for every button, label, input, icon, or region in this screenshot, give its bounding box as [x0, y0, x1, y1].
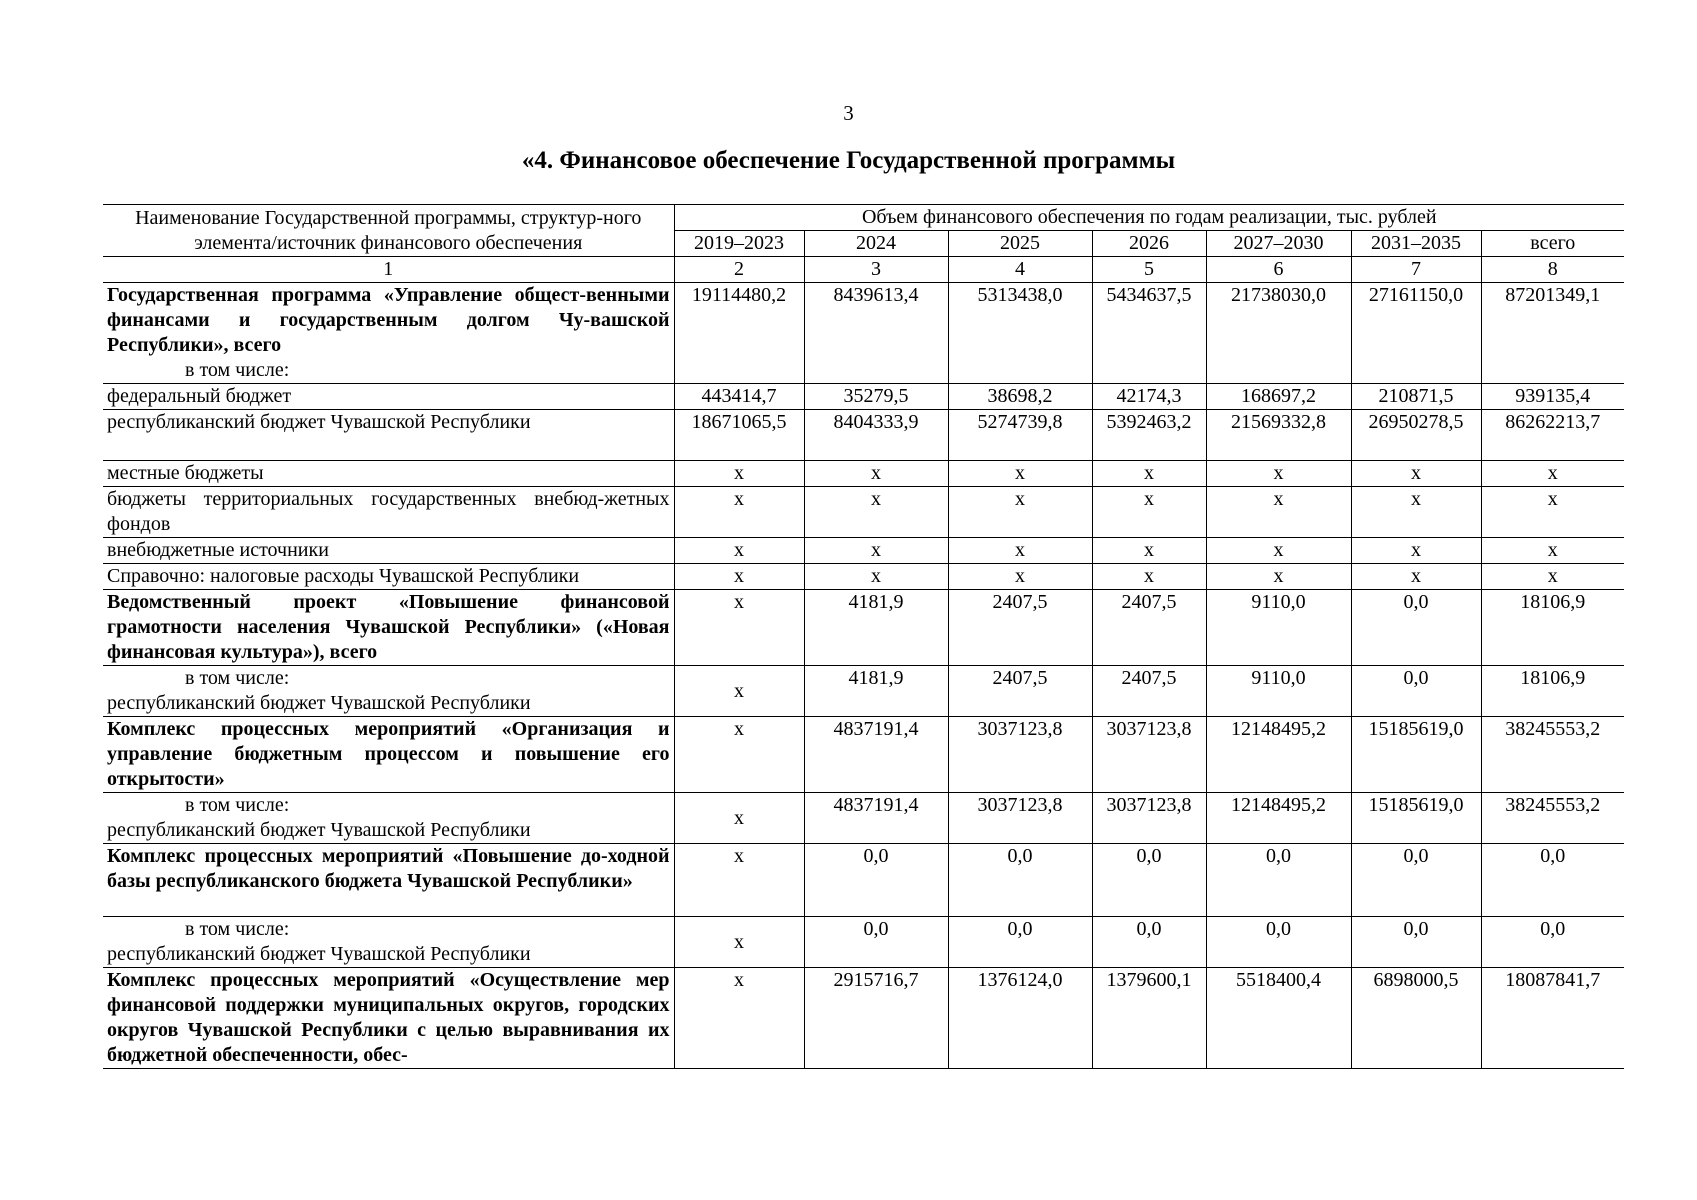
- row-name-cell: [103, 917, 674, 968]
- table-row: [103, 461, 1624, 487]
- row-name: республиканский бюджет Чувашской Республики: [103, 410, 674, 461]
- col-number: 6: [1206, 257, 1351, 283]
- row-name: республиканский бюджет Чувашской Республики: [107, 943, 531, 965]
- value-cell: 5313438,0: [948, 283, 1092, 384]
- value-cell: х: [674, 564, 804, 590]
- value-cell: 1376124,0: [948, 968, 1092, 1069]
- header-year: 2024: [804, 231, 948, 257]
- col-number: 8: [1481, 257, 1624, 283]
- value-cell: х: [804, 564, 948, 590]
- header-year: 2031–2035: [1351, 231, 1481, 257]
- value-cell: х: [1092, 538, 1206, 564]
- value-cell: х: [674, 793, 804, 844]
- table-row-subsource: [103, 917, 1624, 968]
- header-year: 2025: [948, 231, 1092, 257]
- value-cell: х: [1092, 564, 1206, 590]
- value-cell: 5392463,2: [1092, 410, 1206, 461]
- value-cell: х: [1092, 487, 1206, 538]
- value-cell: х: [1481, 487, 1624, 538]
- value-cell: х: [1092, 461, 1206, 487]
- table-row: [103, 487, 1624, 538]
- value-cell: 0,0: [1206, 917, 1351, 968]
- value-cell: 9110,0: [1206, 666, 1351, 717]
- value-cell: 3037123,8: [1092, 717, 1206, 793]
- value-cell: 0,0: [1092, 917, 1206, 968]
- value-cell: 38698,2: [948, 384, 1092, 410]
- value-cell: 12148495,2: [1206, 717, 1351, 793]
- row-name: бюджеты территориальных государственных внебюд-жетных фондов: [103, 487, 674, 538]
- value-cell: 5274739,8: [948, 410, 1092, 461]
- value-cell: 19114480,2: [674, 283, 804, 384]
- col-number: 5: [1092, 257, 1206, 283]
- col-number: 2: [674, 257, 804, 283]
- value-cell: 4837191,4: [804, 793, 948, 844]
- value-cell: х: [674, 968, 804, 1069]
- value-cell: 4181,9: [804, 666, 948, 717]
- table-row-subsource: [103, 793, 1624, 844]
- value-cell: х: [674, 487, 804, 538]
- col-number: 7: [1351, 257, 1481, 283]
- header-year: 2026: [1092, 231, 1206, 257]
- row-subname: в том числе:: [185, 667, 290, 689]
- row-name: внебюджетные источники: [103, 538, 674, 564]
- row-name: Комплекс процессных мероприятий «Повышение до-ходной базы республиканского бюджета Чувашской Республики»: [103, 844, 674, 917]
- value-cell: х: [804, 461, 948, 487]
- row-name: республиканский бюджет Чувашской Республики: [107, 819, 531, 841]
- value-cell: 0,0: [948, 917, 1092, 968]
- value-cell: 0,0: [1351, 590, 1481, 666]
- value-cell: 5434637,5: [1092, 283, 1206, 384]
- value-cell: х: [1206, 564, 1351, 590]
- value-cell: х: [1206, 487, 1351, 538]
- value-cell: 0,0: [804, 917, 948, 968]
- header-year: 2027–2030: [1206, 231, 1351, 257]
- financing-table: [103, 204, 1624, 1069]
- col-number: 4: [948, 257, 1092, 283]
- value-cell: х: [948, 461, 1092, 487]
- value-cell: 0,0: [1481, 917, 1624, 968]
- header-row-1: [103, 205, 1624, 231]
- value-cell: 0,0: [1351, 666, 1481, 717]
- value-cell: 9110,0: [1206, 590, 1351, 666]
- table-row: [103, 384, 1624, 410]
- value-cell: х: [674, 717, 804, 793]
- value-cell: 18106,9: [1481, 666, 1624, 717]
- value-cell: х: [1351, 461, 1481, 487]
- value-cell: х: [948, 564, 1092, 590]
- table-row-complex: [103, 844, 1624, 917]
- value-cell: 939135,4: [1481, 384, 1624, 410]
- value-cell: 8404333,9: [804, 410, 948, 461]
- value-cell: х: [948, 538, 1092, 564]
- value-cell: х: [1481, 538, 1624, 564]
- value-cell: 27161150,0: [1351, 283, 1481, 384]
- row-name: федеральный бюджет: [103, 384, 674, 410]
- row-name: Государственная программа «Управление общест-венными финансами и государственным долгом Чу-вашской Республики», всего: [107, 284, 670, 356]
- row-name: Справочно: налоговые расходы Чувашской Республики: [103, 564, 674, 590]
- value-cell: 2407,5: [948, 666, 1092, 717]
- value-cell: х: [674, 461, 804, 487]
- value-cell: х: [1481, 564, 1624, 590]
- header-name-column: Наименование Государственной программы, структур-ного элемента/источник финансового обеспечения: [103, 205, 674, 257]
- header-row-col-numbers: [103, 257, 1624, 283]
- page-number: 3: [843, 101, 854, 125]
- value-cell: 8439613,4: [804, 283, 948, 384]
- col-number: 1: [103, 257, 674, 283]
- value-cell: х: [804, 487, 948, 538]
- value-cell: 168697,2: [1206, 384, 1351, 410]
- row-name-cell: [103, 666, 674, 717]
- value-cell: х: [1351, 538, 1481, 564]
- value-cell: 15185619,0: [1351, 793, 1481, 844]
- value-cell: 0,0: [804, 844, 948, 917]
- value-cell: 0,0: [1206, 844, 1351, 917]
- value-cell: х: [674, 917, 804, 968]
- value-cell: 210871,5: [1351, 384, 1481, 410]
- value-cell: 5518400,4: [1206, 968, 1351, 1069]
- value-cell: 21569332,8: [1206, 410, 1351, 461]
- table-row-project: [103, 590, 1624, 666]
- row-subname: в том числе:: [185, 794, 290, 816]
- value-cell: 443414,7: [674, 384, 804, 410]
- header-year-total: всего: [1481, 231, 1624, 257]
- table-row-program-total: [103, 283, 1624, 384]
- value-cell: 26950278,5: [1351, 410, 1481, 461]
- table-row-complex: [103, 717, 1624, 793]
- value-cell: 87201349,1: [1481, 283, 1624, 384]
- row-name: Ведомственный проект «Повышение финансовой грамотности населения Чувашской Республики» («Новая финансовая культура»), всего: [103, 590, 674, 666]
- value-cell: 0,0: [1351, 844, 1481, 917]
- value-cell: 42174,3: [1092, 384, 1206, 410]
- row-name: республиканский бюджет Чувашской Республики: [107, 692, 531, 714]
- value-cell: х: [948, 487, 1092, 538]
- value-cell: х: [674, 590, 804, 666]
- value-cell: 15185619,0: [1351, 717, 1481, 793]
- value-cell: 3037123,8: [948, 717, 1092, 793]
- table-row: [103, 410, 1624, 461]
- value-cell: 0,0: [1351, 917, 1481, 968]
- row-subname: в том числе:: [185, 918, 290, 940]
- table-row-subsource: [103, 666, 1624, 717]
- row-subname: в том числе:: [185, 359, 290, 381]
- value-cell: х: [1206, 538, 1351, 564]
- row-name: местные бюджеты: [103, 461, 674, 487]
- value-cell: 2407,5: [1092, 666, 1206, 717]
- col-number: 3: [804, 257, 948, 283]
- value-cell: 38245553,2: [1481, 793, 1624, 844]
- row-name: Комплекс процессных мероприятий «Осуществление мер финансовой поддержки муниципальных округов, городских округов Чувашской Республики с целью выравнивания их бюджетной обеспеченности, обес-: [103, 968, 674, 1069]
- table-row: [103, 564, 1624, 590]
- row-name-cell: [103, 793, 674, 844]
- value-cell: 0,0: [948, 844, 1092, 917]
- value-cell: 35279,5: [804, 384, 948, 410]
- value-cell: х: [1351, 564, 1481, 590]
- value-cell: х: [1351, 487, 1481, 538]
- header-year: 2019–2023: [674, 231, 804, 257]
- value-cell: 1379600,1: [1092, 968, 1206, 1069]
- value-cell: 3037123,8: [1092, 793, 1206, 844]
- value-cell: 86262213,7: [1481, 410, 1624, 461]
- value-cell: 2407,5: [1092, 590, 1206, 666]
- value-cell: 18087841,7: [1481, 968, 1624, 1069]
- value-cell: 0,0: [1481, 844, 1624, 917]
- section-title: «4. Финансовое обеспечение Государственной программы: [521, 147, 1176, 174]
- value-cell: х: [674, 844, 804, 917]
- value-cell: 3037123,8: [948, 793, 1092, 844]
- value-cell: х: [804, 538, 948, 564]
- value-cell: х: [674, 666, 804, 717]
- value-cell: х: [674, 538, 804, 564]
- value-cell: 12148495,2: [1206, 793, 1351, 844]
- value-cell: 18106,9: [1481, 590, 1624, 666]
- value-cell: 0,0: [1092, 844, 1206, 917]
- value-cell: 2407,5: [948, 590, 1092, 666]
- value-cell: х: [1481, 461, 1624, 487]
- table-row: [103, 538, 1624, 564]
- value-cell: 18671065,5: [674, 410, 804, 461]
- value-cell: 4181,9: [804, 590, 948, 666]
- header-volume-title: Объем финансового обеспечения по годам реализации, тыс. рублей: [674, 205, 1624, 231]
- value-cell: х: [1206, 461, 1351, 487]
- table-row-complex: [103, 968, 1624, 1069]
- value-cell: 21738030,0: [1206, 283, 1351, 384]
- value-cell: 2915716,7: [804, 968, 948, 1069]
- row-name: Комплекс процессных мероприятий «Организация и управление бюджетным процессом и повышение его открытости»: [103, 717, 674, 793]
- value-cell: 38245553,2: [1481, 717, 1624, 793]
- row-name-cell: [103, 283, 674, 384]
- value-cell: 4837191,4: [804, 717, 948, 793]
- value-cell: 6898000,5: [1351, 968, 1481, 1069]
